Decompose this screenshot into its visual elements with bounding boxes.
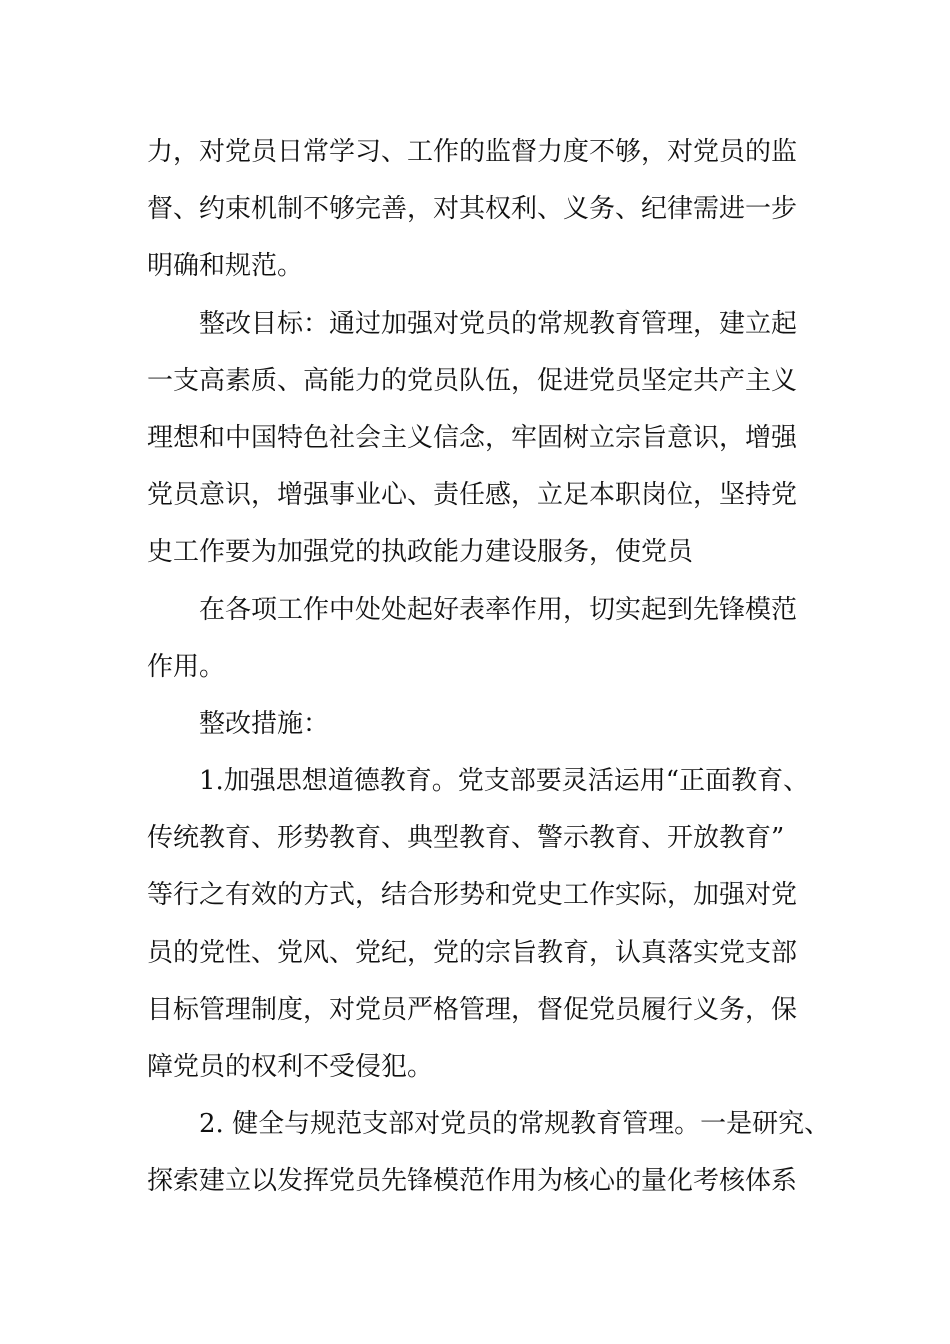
text-line: 一支高素质、高能力的党员队伍，促进党员坚定共产主义: [147, 365, 798, 396]
text-line: 传统教育、形势教育、典型教育、警示教育、开放教育”: [147, 823, 785, 854]
text-line: 员的党性、党风、党纪，党的宗旨教育，认真落实党支部: [147, 937, 798, 968]
text-line: 探索建立以发挥党员先锋模范作用为核心的量化考核体系: [147, 1166, 798, 1197]
text-line: 督、约束机制不够完善，对其权利、义务、纪律需进一步: [147, 194, 798, 225]
text-line: 目标管理制度，对党员严格管理，督促党员履行义务，保: [147, 994, 798, 1025]
text-line: 等行之有效的方式，结合形势和党史工作实际，加强对党: [147, 880, 798, 911]
document-body: [147, 124, 831, 1211]
text-line: 理想和中国特色社会主义信念，牢固树立宗旨意识，增强: [147, 422, 798, 453]
section-heading-measures: 整改措施：: [199, 708, 330, 739]
text-line: 史工作要为加强党的执政能力建设服务，使党员: [147, 537, 694, 568]
text-line: 力，对党员日常学习、工作的监督力度不够，对党员的监: [147, 137, 798, 167]
list-item-2-start: 2. 健全与规范支部对党员的常规教育管理。一是研究、: [199, 1109, 831, 1140]
text-line: 作用。: [147, 651, 226, 682]
paragraph-goal-start: 整改目标：通过加强对党员的常规教育管理，建立起: [199, 308, 798, 339]
text-line: 明确和规范。: [147, 251, 304, 282]
text-line: 障党员的权利不受侵犯。: [147, 1052, 434, 1082]
list-item-1-start: 1.加强思想道德教育。党支部要灵活运用“正面教育、: [199, 766, 810, 797]
paragraph-role-start: 在各项工作中处处起好表率作用，切实起到先锋模范: [199, 594, 798, 625]
text-line: 党员意识，增强事业心、责任感，立足本职岗位，坚持党: [147, 480, 798, 511]
